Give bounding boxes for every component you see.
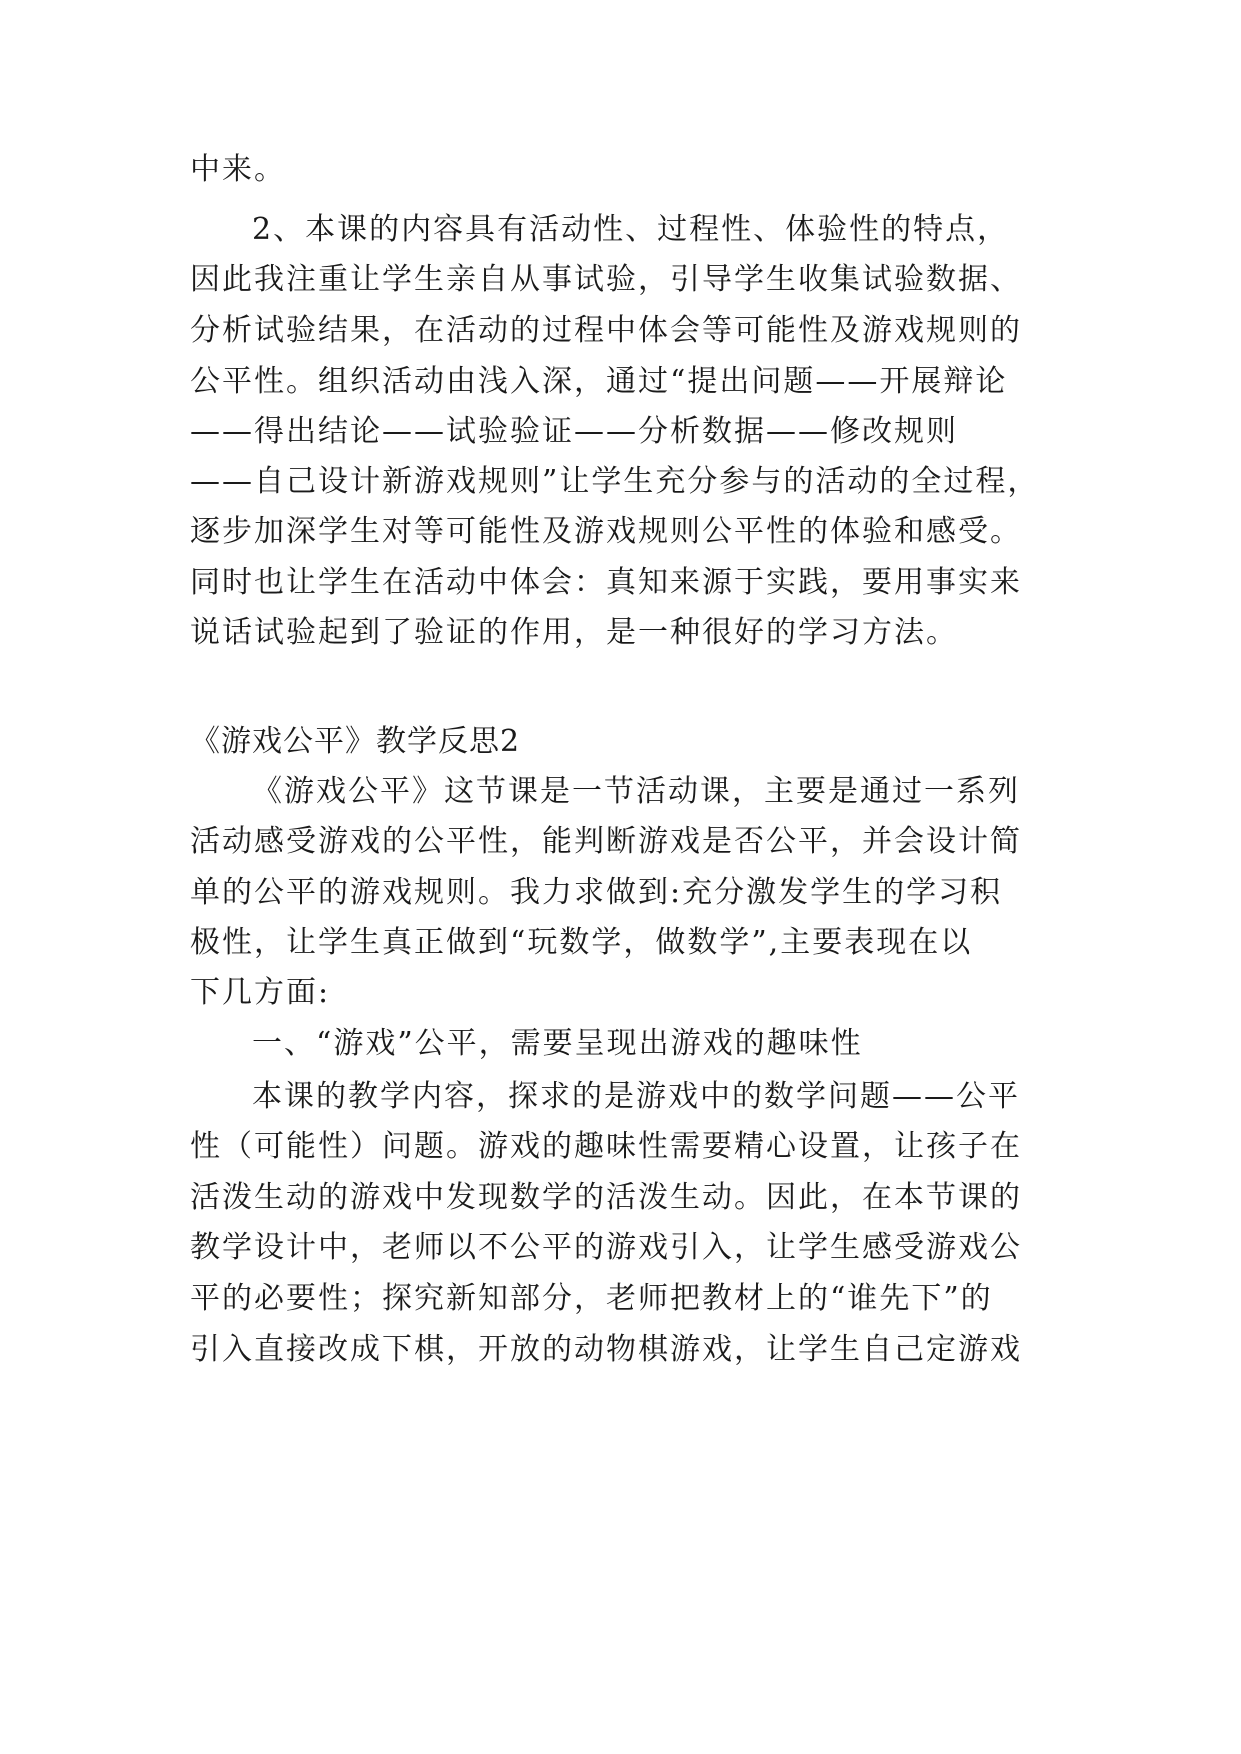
paragraph-line: ——自己设计新游戏规则”让学生充分参与的活动的全过程， — [190, 464, 1040, 499]
paragraph-line: 活动感受游戏的公平性，能判断游戏是否公平，并会设计简 — [190, 824, 1022, 859]
paragraph-line: 单的公平的游戏规则。我力求做到:充分激发学生的学习积 — [190, 875, 1003, 910]
paragraph-line: 《游戏公平》这节课是一节活动课，主要是通过一系列 — [252, 774, 1020, 809]
paragraph-line: 逐步加深学生对等可能性及游戏规则公平性的体验和感受。 — [190, 514, 1022, 549]
paragraph-line: 平的必要性；探究新知部分，老师把教材上的“谁先下”的 — [190, 1281, 993, 1316]
paragraph-line: 极性，让学生真正做到“玩数学，做数学”,主要表现在以 — [190, 925, 973, 960]
paragraph-line: 教学设计中，老师以不公平的游戏引入，让学生感受游戏公 — [190, 1230, 1022, 1265]
paragraph-line: 性（可能性）问题。游戏的趣味性需要精心设置，让孩子在 — [190, 1129, 1022, 1164]
paragraph-line: 中来。 — [190, 152, 286, 187]
paragraph-line: 引入直接改成下棋，开放的动物棋游戏，让学生自己定游戏 — [190, 1332, 1022, 1367]
paragraph-line: 分析试验结果，在活动的过程中体会等可能性及游戏规则的 — [190, 313, 1022, 348]
paragraph-line: 公平性。组织活动由浅入深，通过“提出问题——开展辩论 — [190, 364, 1008, 399]
paragraph-line: 本课的教学内容，探求的是游戏中的数学问题——公平 — [252, 1079, 1020, 1114]
section-heading: 《游戏公平》教学反思2 — [190, 724, 521, 759]
paragraph-line: 同时也让学生在活动中体会：真知来源于实践，要用事实来 — [190, 565, 1022, 600]
paragraph-line: 因此我注重让学生亲自从事试验，引导学生收集试验数据、 — [190, 262, 1022, 297]
subheading-line: 一、“游戏”公平，需要呈现出游戏的趣味性 — [252, 1026, 863, 1061]
paragraph-line: 说话试验起到了验证的作用，是一种很好的学习方法。 — [190, 615, 958, 650]
paragraph-line: ——得出结论——试验验证——分析数据——修改规则 — [190, 414, 958, 449]
paragraph-line: 下几方面: — [190, 975, 331, 1010]
paragraph-line: 活泼生动的游戏中发现数学的活泼生动。因此，在本节课的 — [190, 1180, 1022, 1215]
paragraph-line: 2、本课的内容具有活动性、过程性、体验性的特点， — [252, 212, 1010, 247]
